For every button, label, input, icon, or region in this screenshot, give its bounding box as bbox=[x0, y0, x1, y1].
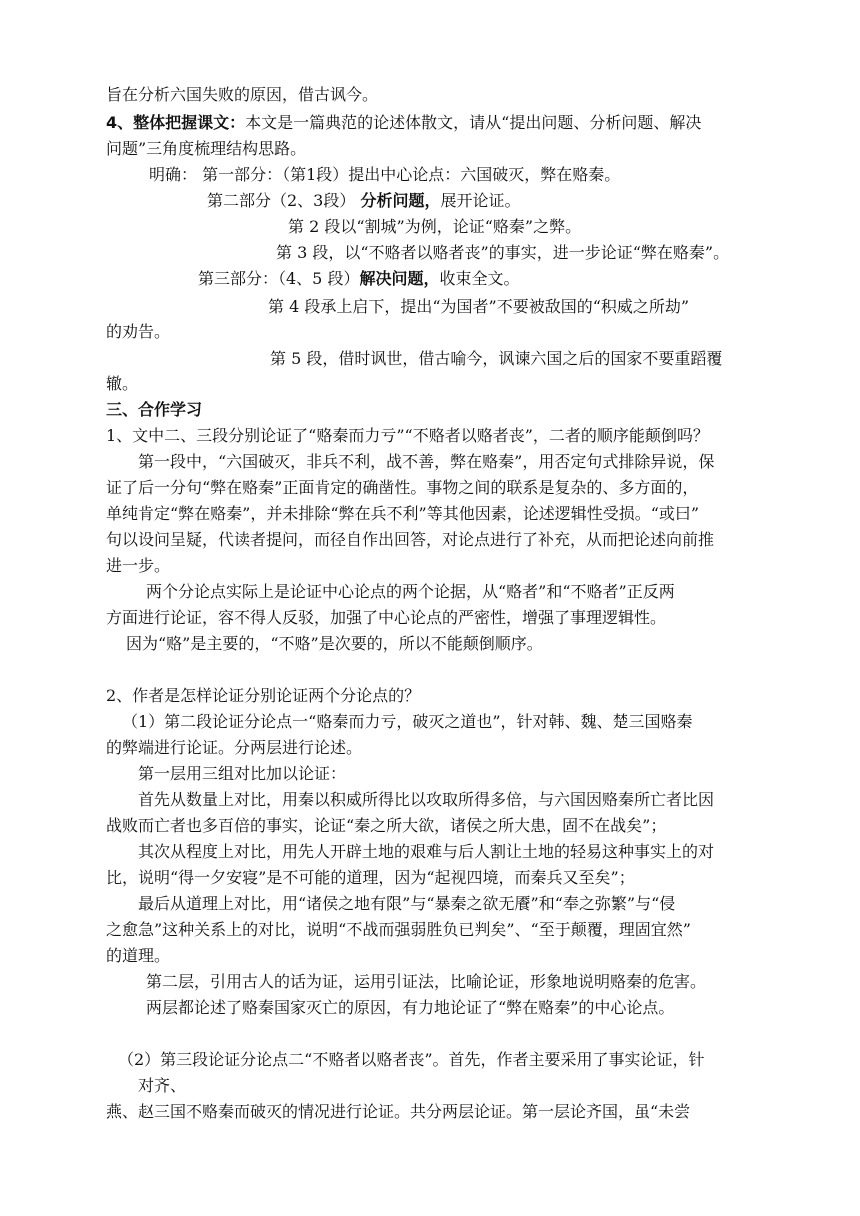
text-line-15 bbox=[138, 451, 714, 473]
text-line-26 bbox=[138, 763, 346, 785]
text-segment: 第 2 段以“割城”为例，论证“赂秦”之弊。 bbox=[288, 217, 582, 236]
text-line-31 bbox=[138, 893, 675, 915]
text-line-3 bbox=[106, 138, 306, 160]
text-line-6 bbox=[288, 216, 581, 238]
text-segment: 的道理。 bbox=[106, 946, 171, 965]
text-segment: 战败而亡者也多百倍的事实，论证“秦之所大欲，诸侯之所大患，固不在战矣”； bbox=[106, 816, 667, 835]
text-segment: 方面进行论证，容不得人反驳，加强了中心论点的严密性，增强了事理逻辑性。 bbox=[106, 608, 667, 627]
text-line-12 bbox=[106, 373, 138, 395]
text-segment: 第二部分（2、3段） bbox=[207, 191, 361, 210]
text-segment: 比，说明“得一夕安寝”是不可能的道理，因为“起视四境，而秦兵又至矣”； bbox=[106, 868, 635, 887]
text-segment: 进一步。 bbox=[106, 556, 171, 575]
text-segment: 第三部分：（4、5 段） bbox=[198, 269, 360, 288]
text-segment: 收束全文。 bbox=[439, 269, 520, 288]
bold-phrase: 解决问题， bbox=[359, 269, 440, 288]
text-line-22 bbox=[126, 633, 543, 655]
text-line-2 bbox=[106, 112, 701, 134]
text-segment: 问题”三角度梳理结构思路。 bbox=[106, 139, 307, 158]
text-line-20 bbox=[146, 581, 675, 603]
section-heading: 4、整体把握课文： bbox=[106, 113, 246, 132]
text-segment: 明确： 第一部分：（第1段）提出中心论点：六国破灭，弊在赂秦。 bbox=[149, 165, 621, 184]
text-segment: （2）第三段论证分论点二“不赂者以赂者丧”。首先，作者主要采用了事实论证，针 bbox=[118, 1050, 705, 1069]
text-segment: 的劝告。 bbox=[106, 322, 171, 341]
text-line-30 bbox=[106, 867, 635, 889]
text-line-16 bbox=[106, 477, 698, 499]
text-line-38 bbox=[106, 1101, 690, 1123]
text-segment: 第 5 段，借时讽世，借古喻今，讽谏六国之后的国家不要重蹈覆 bbox=[270, 349, 723, 368]
text-segment: 对齐、 bbox=[138, 1076, 187, 1095]
text-segment: 的弊端进行论证。分两层进行论述。 bbox=[106, 738, 363, 757]
text-segment: 两个分论点实际上是论证中心论点的两个论据，从“赂者”和“不赂者”正反两 bbox=[146, 582, 675, 601]
text-segment: 第 3 段，以“不赂者以赂者丧”的事实，进一步论证“弊在赂秦”。 bbox=[276, 243, 730, 262]
text-line-18 bbox=[106, 529, 714, 551]
text-line-17 bbox=[106, 503, 699, 525]
text-segment: 最后从道理上对比，用“诸侯之地有限”与“暴秦之欲无餍”和“奉之弥繁”与“侵 bbox=[138, 894, 676, 913]
text-line-7 bbox=[276, 242, 729, 264]
text-segment: 因为“赂”是主要的，“不赂”是次要的，所以不能颠倒顺序。 bbox=[126, 634, 543, 653]
text-segment: 首先从数量上对比，用秦以积威所得比以攻取所得多倍，与六国因赂秦所亡者比因 bbox=[138, 790, 715, 809]
text-line-14 bbox=[106, 425, 709, 447]
text-line-11 bbox=[270, 348, 722, 370]
text-line-10 bbox=[106, 321, 170, 343]
text-segment: 1、文中二、三段分别论证了“赂秦而力亏”“不赂者以赂者丧”，二者的顺序能颠倒吗？ bbox=[106, 426, 709, 445]
text-segment: （1）第二段论证分论点一“赂秦而力亏，破灭之道也”，针对韩、魏、楚三国赂秦 bbox=[122, 712, 693, 731]
text-segment: 第一段中，“六国破灭，非兵不利，战不善，弊在赂秦”，用否定句式排除异说，保 bbox=[138, 452, 715, 471]
section-heading: 三、合作学习 bbox=[106, 400, 203, 419]
text-segment: 之愈急”这种关系上的对比，说明“不战而强弱胜负已判矣”、“至于颠覆，理固宜然” bbox=[106, 920, 691, 939]
text-line-33 bbox=[106, 945, 170, 967]
text-line-19 bbox=[106, 555, 170, 577]
text-segment: 单纯肯定“弊在赂秦”，并未排除“弊在兵不利”等其他因素，论述逻辑性受损。“或曰” bbox=[106, 504, 700, 523]
text-segment: 其次从程度上对比，用先人开辟土地的艰难与后人割让土地的轻易这种事实上的对 bbox=[138, 842, 715, 861]
text-line-8 bbox=[198, 268, 519, 290]
text-line-32 bbox=[106, 919, 691, 941]
text-segment: 证了后一分句“弊在赂秦”正面肯定的确凿性。事物之间的联系是复杂的、多方面的， bbox=[106, 478, 699, 497]
text-line-28 bbox=[106, 815, 666, 837]
text-segment: 第二层，引用古人的话为证，运用引证法，比喻论证，形象地说明赂秦的危害。 bbox=[146, 972, 707, 991]
text-line-25 bbox=[106, 737, 362, 759]
text-segment: 旨在分析六国失败的原因，借古讽今。 bbox=[106, 85, 379, 104]
text-line-21 bbox=[106, 607, 666, 629]
text-line-27 bbox=[138, 789, 714, 811]
text-line-29 bbox=[138, 841, 714, 863]
text-segment: 本文是一篇典范的论述体散文，请从“提出问题、分析问题、解决 bbox=[245, 113, 702, 132]
text-line-35 bbox=[146, 997, 674, 1019]
text-segment: 辙。 bbox=[106, 374, 139, 393]
text-segment: 两层都论述了赂秦国家灭亡的原因，有力地论证了“弊在赂秦”的中心论点。 bbox=[146, 998, 675, 1017]
text-line-37 bbox=[138, 1075, 186, 1097]
text-segment: 展开论证。 bbox=[440, 191, 521, 210]
text-line-13 bbox=[106, 399, 202, 421]
text-line-5 bbox=[207, 190, 520, 212]
text-line-36 bbox=[118, 1049, 705, 1071]
text-line-9 bbox=[268, 296, 689, 318]
text-segment: 2、作者是怎样论证分别论证两个分论点的？ bbox=[106, 686, 421, 705]
bold-phrase: 分析问题， bbox=[360, 191, 441, 210]
text-line-1 bbox=[106, 84, 378, 106]
text-line-34 bbox=[146, 971, 706, 993]
text-segment: 句以设问呈疑，代读者提问，而径自作出回答，对论点进行了补充，从而把论述向前推 bbox=[106, 530, 715, 549]
text-line-23 bbox=[106, 685, 420, 707]
text-line-4 bbox=[149, 164, 620, 186]
text-segment: 燕、赵三国不赂秦而破灭的情况进行论证。共分两层论证。第一层论齐国，虽“未尝 bbox=[106, 1102, 691, 1121]
text-line-24 bbox=[122, 711, 693, 733]
text-segment: 第一层用三组对比加以论证： bbox=[138, 764, 347, 783]
text-segment: 第 4 段承上启下，提出“为国者”不要被敌国的“积威之所劫” bbox=[268, 297, 690, 316]
